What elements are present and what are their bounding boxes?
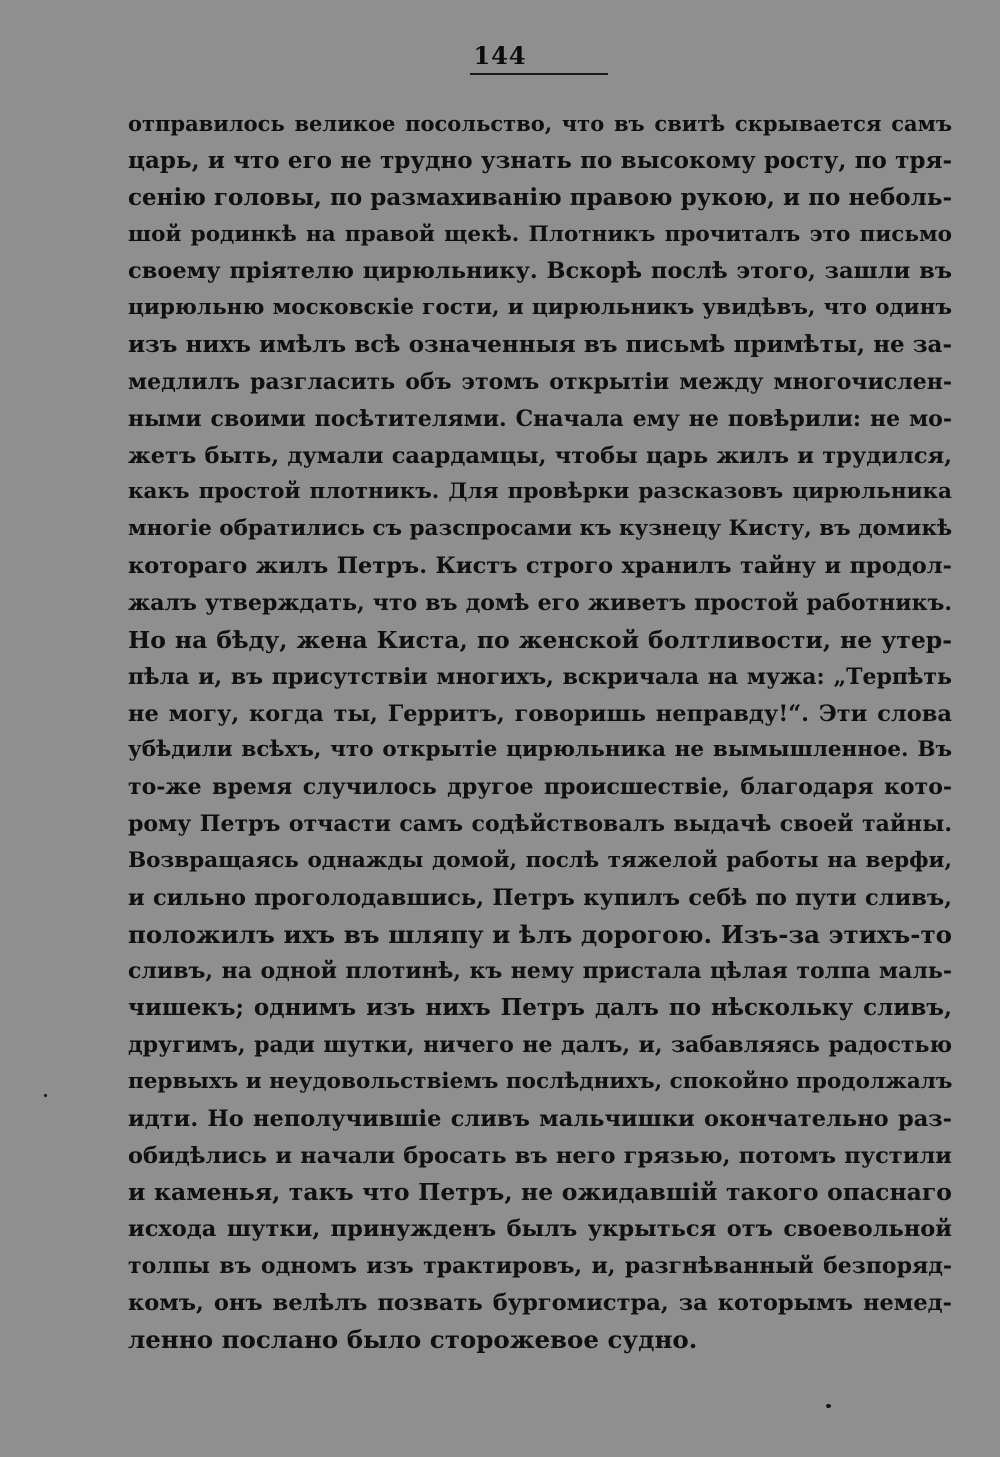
text-line: жалъ утверждать, что въ домѣ его живетъ простой работникъ.	[128, 589, 952, 616]
text-line: жетъ быть, думали саардамцы, чтобы царь жилъ и трудился,	[128, 442, 952, 469]
text-line: изъ нихъ имѣлъ всѣ означенныя въ письмѣ примѣты, не за-	[128, 331, 952, 359]
body-text	[128, 106, 952, 1359]
text-line: котораго жилъ Петръ. Кистъ строго хранилъ тайну и продол-	[128, 553, 952, 580]
text-line: пѣла и, въ присутствіи многихъ, вскричала на мужа: „Терпѣть	[128, 663, 952, 690]
text-line: рому Петръ отчасти самъ содѣйствовалъ выдачѣ своей тайны.	[128, 811, 952, 838]
text-line: ными своими посѣтителями. Сначала ему не повѣрили: не мо-	[128, 405, 952, 432]
text-line: сенію головы, по размахиванію правою рукою, и по неболь-	[128, 183, 952, 211]
text-line: не могу, когда ты, Герритъ, говоришь неправду!“. Эти слова	[128, 700, 952, 727]
text-line: идти. Но неполучившіе сливъ мальчишки окончательно раз-	[128, 1105, 952, 1132]
header-rule	[470, 73, 608, 75]
text-line: первыхъ и неудовольствіемъ послѣднихъ, спокойно продолжалъ	[128, 1068, 953, 1094]
text-line: обидѣлись и начали бросать въ него грязью, потомъ пустили	[128, 1142, 952, 1169]
text-line: положилъ ихъ въ шляпу и ѣлъ дорогою. Изъ-за этихъ-то	[128, 919, 952, 949]
text-line: другимъ, ради шутки, ничего не далъ, и, забавляясь радостью	[128, 1032, 952, 1059]
text-line: какъ простой плотникъ. Для провѣрки разсказовъ цирюльника	[128, 479, 952, 505]
text-line: толпы въ одномъ изъ трактировъ, и, разгнѣванный безпоряд-	[128, 1253, 952, 1280]
text-line: медлилъ разгласить объ этомъ открытіи между многочислен-	[128, 368, 952, 395]
text-line: царь, и что его не трудно узнать по высокому росту, по тря-	[128, 146, 952, 174]
text-line: цирюльню московскіе гости, и цирюльникъ увидѣвъ, что одинъ	[128, 295, 952, 321]
text-line: сливъ, на одной плотинѣ, къ нему пристала цѣлая толпа маль-	[128, 958, 952, 985]
text-line: Но на бѣду, жена Киста, по женской болтливости, не утер-	[128, 625, 952, 654]
text-line: шой родинкѣ на правой щекѣ. Плотникъ прочиталъ это письмо	[128, 221, 952, 247]
text-line: многіе обратились съ разспросами къ кузнецу Кисту, въ домикѣ	[128, 516, 953, 542]
ink-speck	[826, 1404, 831, 1408]
text-line: и каменья, такъ что Петръ, не ожидавшій такого опаснаго	[128, 1178, 952, 1207]
text-line: и сильно проголодавшись, Петръ купилъ себѣ по пути сливъ,	[128, 884, 952, 911]
text-line: чишекъ; однимъ изъ нихъ Петръ далъ по нѣскольку сливъ,	[128, 994, 952, 1022]
text-line: своему пріятелю цирюльнику. Вскорѣ послѣ этого, зашли въ	[128, 258, 952, 285]
text-line: комъ, онъ велѣлъ позвать бургомистра, за которымъ немед-	[128, 1290, 952, 1316]
text-line: убѣдили всѣхъ, что открытіе цирюльника не вымышленное. Въ	[128, 737, 952, 763]
text-line: отправилось великое посольство, что въ свитѣ скрывается самъ	[128, 111, 952, 136]
text-line-last: ленно послано было сторожевое судно.	[128, 1324, 698, 1354]
text-line: то-же время случилось другое происшествіе, благодаря кото-	[128, 774, 952, 801]
page-number: 144	[473, 41, 527, 70]
text-line: Возвращаясь однажды домой, послѣ тяжелой работы на верфи,	[128, 847, 952, 873]
text-line: исхода шутки, принужденъ былъ укрыться отъ своевольной	[128, 1216, 952, 1243]
ink-speck	[44, 1094, 47, 1097]
